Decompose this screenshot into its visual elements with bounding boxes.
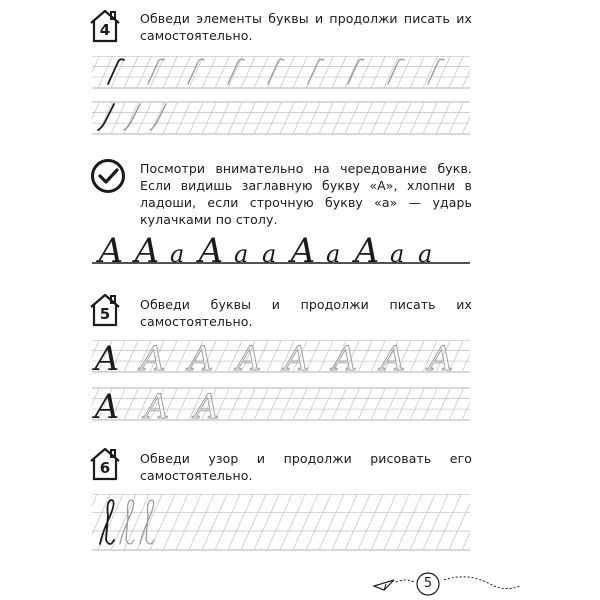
slant-line xyxy=(150,56,164,88)
slant-line xyxy=(189,102,203,134)
practice-lines-task-5 xyxy=(92,340,470,422)
slant-line xyxy=(436,388,450,420)
slant-line xyxy=(163,494,188,550)
slant-line xyxy=(371,494,396,550)
lowercase-letter-a: а xyxy=(390,240,405,268)
trace-letter: А xyxy=(284,340,310,379)
slant-line xyxy=(384,56,398,88)
slant-line xyxy=(319,388,333,420)
slant-line xyxy=(332,494,357,550)
task-text: Обведи буквы и продолжи писать их самостоятельно. xyxy=(140,297,472,329)
slant-line xyxy=(358,340,372,372)
observation-instruction xyxy=(140,160,472,228)
slant-line xyxy=(267,388,281,420)
checkmark-icon xyxy=(90,158,126,194)
copybook-grid xyxy=(92,56,470,134)
slant-line xyxy=(254,388,268,420)
slant-line xyxy=(92,494,97,550)
slant-line xyxy=(384,102,398,134)
slant-line xyxy=(436,102,450,134)
lowercase-letter-a: а xyxy=(326,240,341,268)
task-4-instruction xyxy=(140,10,472,44)
slant-line xyxy=(358,56,372,88)
slant-line xyxy=(293,56,307,88)
slant-line xyxy=(124,56,138,88)
slant-line xyxy=(436,494,461,550)
slant-line xyxy=(293,494,318,550)
slant-line xyxy=(228,56,242,88)
slant-line xyxy=(332,56,346,88)
slant-line xyxy=(228,494,253,550)
slant-line xyxy=(371,102,385,134)
slant-line xyxy=(410,340,424,372)
letter-element-stroke xyxy=(268,59,284,84)
slant-line xyxy=(98,494,123,550)
slant-line xyxy=(358,494,383,550)
slant-line xyxy=(397,494,422,550)
slant-line xyxy=(228,388,242,420)
slant-line xyxy=(319,102,333,134)
slant-line xyxy=(92,56,99,88)
practice-lines-task-6 xyxy=(92,494,470,564)
slant-line xyxy=(397,102,411,134)
trace-letter: А xyxy=(236,340,262,379)
lowercase-letter-a: а xyxy=(170,240,185,268)
slant-line xyxy=(267,494,292,550)
pattern-loop xyxy=(120,500,134,544)
slant-line xyxy=(202,56,216,88)
slant-line xyxy=(306,102,320,134)
slant-line xyxy=(462,494,470,550)
slant-line xyxy=(423,494,448,550)
slant-line xyxy=(306,388,320,420)
trace-letter: А xyxy=(144,387,170,422)
slant-line xyxy=(293,388,307,420)
slant-line xyxy=(267,340,281,372)
task-text: Обведи элементы буквы и продолжи писать их самостоятельно. xyxy=(140,11,472,43)
trace-letters xyxy=(92,340,454,422)
slant-line xyxy=(345,102,359,134)
slant-line xyxy=(319,494,344,550)
slant-line xyxy=(345,388,359,420)
slant-line xyxy=(462,388,470,420)
slant-line xyxy=(241,102,255,134)
capital-letter-a: А xyxy=(134,231,160,271)
task-number: 5 xyxy=(99,305,111,323)
pattern-loop xyxy=(100,500,114,544)
slant-line xyxy=(410,102,424,134)
sample-letter: А xyxy=(94,340,120,379)
slant-line xyxy=(254,102,268,134)
slant-line xyxy=(358,102,372,134)
slant-line xyxy=(98,56,112,88)
task-number-house-icon xyxy=(88,446,122,482)
capital-letter-a: А xyxy=(198,231,224,271)
slant-line xyxy=(254,56,268,88)
slant-line xyxy=(423,388,437,420)
slant-line xyxy=(449,56,463,88)
slant-line xyxy=(293,102,307,134)
slant-line xyxy=(462,56,470,88)
slant-line xyxy=(124,388,138,420)
slant-line xyxy=(124,340,138,372)
practice-lines-task-4 xyxy=(92,56,470,136)
slant-line xyxy=(189,56,203,88)
slant-line xyxy=(228,102,242,134)
pattern-loop xyxy=(140,500,154,544)
task-number-house-icon xyxy=(88,292,122,328)
capital-letter-a: А xyxy=(354,231,380,271)
trace-letter: А xyxy=(380,340,406,379)
slant-line xyxy=(462,102,470,134)
trace-letter: А xyxy=(332,340,358,379)
slant-line xyxy=(345,56,359,88)
slant-line xyxy=(384,494,409,550)
slant-line xyxy=(241,56,255,88)
slant-line xyxy=(189,494,214,550)
lowercase-letter-a: а xyxy=(262,240,277,268)
letter-element-stroke xyxy=(388,59,404,84)
slant-line xyxy=(280,102,294,134)
slant-line xyxy=(397,388,411,420)
sample-letter: А xyxy=(94,387,120,422)
slant-line xyxy=(241,388,255,420)
trace-letter: А xyxy=(188,340,214,379)
capital-letter-a: А xyxy=(98,231,124,271)
slant-line xyxy=(215,56,229,88)
slant-line xyxy=(176,494,201,550)
slant-line xyxy=(280,388,294,420)
trace-letter: А xyxy=(194,387,220,422)
slant-line xyxy=(215,494,240,550)
paper-plane-icon xyxy=(372,570,522,598)
slant-line xyxy=(371,56,385,88)
trace-letter: А xyxy=(140,340,166,379)
slant-line xyxy=(371,388,385,420)
slant-line xyxy=(345,494,370,550)
loop-pattern xyxy=(100,500,154,544)
slant-line xyxy=(332,388,346,420)
slant-line xyxy=(176,102,190,134)
task-number-house-icon xyxy=(88,8,122,44)
lowercase-letter-a: а xyxy=(418,240,433,268)
slant-line xyxy=(241,494,266,550)
page-number: 5 xyxy=(423,576,433,591)
slant-line xyxy=(176,388,190,420)
slant-line xyxy=(202,102,216,134)
slant-line xyxy=(163,56,177,88)
slant-line xyxy=(410,494,435,550)
slant-line xyxy=(280,56,294,88)
slant-line xyxy=(267,102,281,134)
slant-line xyxy=(319,56,333,88)
letter-element-stroke xyxy=(308,59,324,84)
capital-letter-a: А xyxy=(290,231,316,271)
slant-line xyxy=(358,388,372,420)
slant-line xyxy=(449,102,463,134)
slant-line xyxy=(215,340,229,372)
letter-element-stroke xyxy=(108,59,124,84)
slant-line xyxy=(449,494,470,550)
slant-line xyxy=(280,494,305,550)
slant-line xyxy=(137,56,151,88)
letter-sequence-row xyxy=(92,228,470,274)
slant-line xyxy=(332,102,346,134)
task-6-instruction xyxy=(140,450,472,484)
slant-line xyxy=(384,388,398,420)
slant-line xyxy=(423,102,437,134)
slant-line xyxy=(462,340,470,372)
task-number: 6 xyxy=(99,459,111,477)
task-5-instruction xyxy=(140,296,472,330)
letter-element-stroke xyxy=(228,59,244,84)
lowercase-letter-a: а xyxy=(234,240,249,268)
slant-line xyxy=(202,494,227,550)
slant-line xyxy=(410,56,424,88)
slant-line xyxy=(410,388,424,420)
slant-line xyxy=(423,56,437,88)
task-text: Посмотри внимательно на чередование букв. Если видишь заглавную букву «А», хлопни в ладоши, если строчную букву «а» — ударь кулачками по столу. xyxy=(140,161,472,227)
slant-line xyxy=(215,102,229,134)
trace-letter: А xyxy=(428,340,454,379)
slant-line xyxy=(306,494,331,550)
task-number: 4 xyxy=(99,21,111,39)
slant-line xyxy=(254,494,279,550)
task-text: Обведи узор и продолжи рисовать его самостоятельно. xyxy=(140,451,472,483)
slant-line xyxy=(449,388,463,420)
